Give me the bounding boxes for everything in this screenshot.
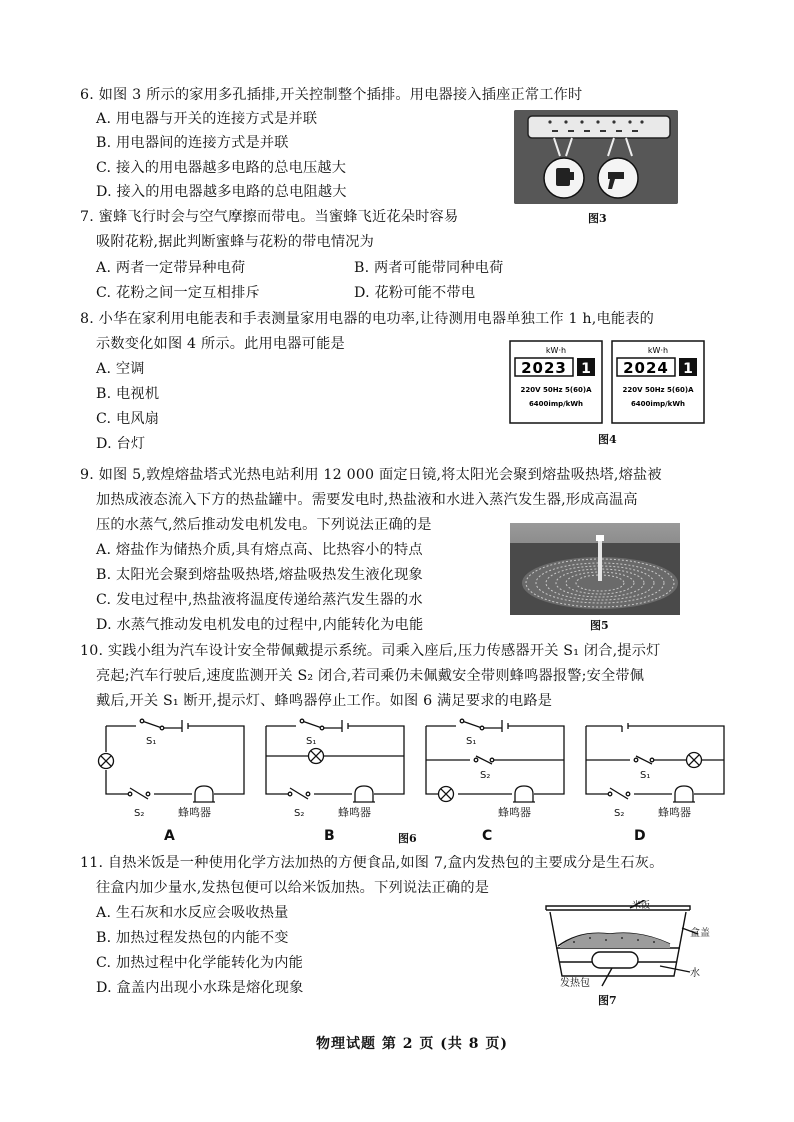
- q7-option-c: C. 花粉之间一定互相排斥: [96, 285, 260, 301]
- q9-option-a: A. 熔盐作为储热介质,具有熔点高、比热容小的特点: [96, 542, 423, 558]
- q9-option-b: B. 太阳光会聚到熔盐吸热塔,熔盐吸热发生液化现象: [96, 567, 423, 583]
- q9-stem-line-2: 加热成液态流入下方的热盐罐中。需要发电时,热盐液和水进入蒸汽发生器,形成高温高: [96, 492, 638, 508]
- lid-label: 盒盖: [690, 928, 710, 939]
- q11-option-b: B. 加热过程发热包的内能不变: [96, 930, 289, 946]
- q6-option-b: B. 用电器间的连接方式是并联: [96, 135, 289, 151]
- solar-tower-photo: [510, 523, 680, 615]
- q9-option-c: C. 发电过程中,热盐液将温度传递给蒸汽发生器的水: [96, 592, 423, 608]
- meter-imp: 6400imp/kWh: [528, 400, 584, 408]
- lamp-icon: [687, 753, 702, 768]
- q11-option-c: C. 加热过程中化学能转化为内能: [96, 955, 304, 971]
- q11-option-a: A. 生石灰和水反应会吸收热量: [96, 905, 289, 921]
- q9-stem-line-1: 9. 如图 5,敦煌熔盐塔式光热电站利用 12 000 面定日镜,将太阳光会聚到熔盐吸热塔,熔盐被: [80, 467, 662, 483]
- figure-4-caption: 图4: [598, 433, 617, 446]
- heating-pack-label: 发热包: [560, 978, 590, 989]
- lamp-icon: [309, 749, 324, 764]
- buzzer-label: 蜂鸣器: [178, 806, 211, 819]
- self-heating-box-figure: [540, 900, 720, 1008]
- q8-option-b: B. 电视机: [96, 386, 160, 402]
- water-label: 水: [690, 968, 700, 979]
- figure-7-caption: 图7: [598, 994, 617, 1007]
- meter-unit: kW·h: [647, 346, 669, 355]
- switch-s1-label: S₁: [306, 736, 317, 747]
- q7-option-b: B. 两者可能带同种电荷: [354, 260, 504, 276]
- q7-stem-line-1: 7. 蜜蜂飞行时会与空气摩擦而带电。当蜜蜂飞近花朵时容易: [80, 209, 459, 225]
- q7-option-d: D. 花粉可能不带电: [354, 285, 476, 301]
- meter-decimal: 1: [683, 361, 693, 377]
- q8-stem-line-2: 示数变化如图 4 所示。此用电器可能是: [96, 336, 345, 352]
- energy-meter-after: [612, 341, 704, 423]
- q10-stem-line-2: 亮起;汽车行驶后,速度监测开关 S₂ 闭合,若司乘仍未佩戴安全带则蜂鸣器报警;安全带佩: [96, 668, 645, 684]
- q7-stem-line-2: 吸附花粉,据此判断蜜蜂与花粉的带电情况为: [96, 234, 375, 250]
- circuit-label-b: B: [324, 828, 335, 844]
- buzzer-label: 蜂鸣器: [498, 806, 531, 819]
- buzzer-icon: [673, 786, 695, 802]
- meter-decimal: 1: [581, 361, 591, 377]
- buzzer-icon: [513, 786, 535, 802]
- q11-stem-line-2: 往盒内加少量水,发热包便可以给米饭加热。下列说法正确的是: [96, 880, 490, 896]
- switch-s2-label: S₂: [134, 808, 145, 819]
- q8-option-a: A. 空调: [96, 361, 145, 377]
- q8-option-d: D. 台灯: [96, 436, 146, 452]
- lamp-icon: [439, 787, 454, 802]
- switch-s1-label: S₁: [466, 736, 477, 747]
- switch-s1-label: S₁: [146, 736, 157, 747]
- meter-reading: 2023: [521, 359, 567, 377]
- figure-3-caption: 图3: [588, 212, 607, 225]
- page-footer: 物理试题 第 2 页 (共 8 页): [316, 1036, 508, 1052]
- q7-option-a: A. 两者一定带异种电荷: [96, 260, 246, 276]
- meter-imp: 6400imp/kWh: [630, 400, 686, 408]
- switch-s2-label: S₂: [480, 770, 491, 781]
- buzzer-label: 蜂鸣器: [338, 806, 371, 819]
- switch-s2-label: S₂: [614, 808, 625, 819]
- q11-stem-line-1: 11. 自热米饭是一种使用化学方法加热的方便食品,如图 7,盒内发热包的主要成分是生石灰。: [80, 855, 664, 871]
- switch-s2-label: S₂: [294, 808, 305, 819]
- q6-stem: 6. 如图 3 所示的家用多孔插排,开关控制整个插排。用电器接入插座正常工作时: [80, 87, 583, 103]
- buzzer-icon: [353, 786, 375, 802]
- meter-spec: 220V 50Hz 5(60)A: [520, 386, 592, 394]
- q6-option-d: D. 接入的用电器越多电路的总电阻越大: [96, 184, 347, 200]
- switch-s1-label: S₁: [640, 770, 651, 781]
- q8-option-c: C. 电风扇: [96, 411, 160, 427]
- q6-option-a: A. 用电器与开关的连接方式是并联: [96, 111, 318, 127]
- q11-option-d: D. 盒盖内出现小水珠是熔化现象: [96, 980, 304, 996]
- q9-stem-line-3: 压的水蒸气,然后推动发电机发电。下列说法正确的是: [96, 517, 432, 533]
- meter-unit: kW·h: [545, 346, 567, 355]
- circuit-label-c: C: [482, 828, 493, 844]
- circuit-label-d: D: [634, 828, 646, 844]
- circuit-label-a: A: [164, 828, 175, 844]
- q9-option-d: D. 水蒸气推动发电机发电的过程中,内能转化为电能: [96, 617, 424, 633]
- figure-6-caption: 图6: [398, 832, 417, 845]
- meter-spec: 220V 50Hz 5(60)A: [622, 386, 694, 394]
- q8-stem-line-1: 8. 小华在家利用电能表和手表测量家用电器的电功率,让待测用电器单独工作 1 h,电能表的: [80, 311, 655, 327]
- energy-meter-before: [510, 341, 602, 423]
- energy-meters-figure: [509, 340, 705, 426]
- lamp-icon: [99, 754, 114, 769]
- rice-label: 米饭: [632, 901, 651, 911]
- power-strip-photo: [514, 110, 678, 204]
- q6-option-c: C. 接入的用电器越多电路的总电压越大: [96, 160, 347, 176]
- meter-reading: 2024: [623, 359, 669, 377]
- circuit-diagrams: [96, 716, 736, 846]
- buzzer-label: 蜂鸣器: [658, 806, 691, 819]
- q10-stem-line-3: 戴后,开关 S₁ 断开,提示灯、蜂鸣器停止工作。如图 6 满足要求的电路是: [96, 693, 553, 709]
- q10-stem-line-1: 10. 实践小组为汽车设计安全带佩戴提示系统。司乘入座后,压力传感器开关 S₁ 闭合,提示灯: [80, 643, 661, 659]
- buzzer-icon: [193, 786, 215, 802]
- figure-5-caption: 图5: [590, 619, 609, 632]
